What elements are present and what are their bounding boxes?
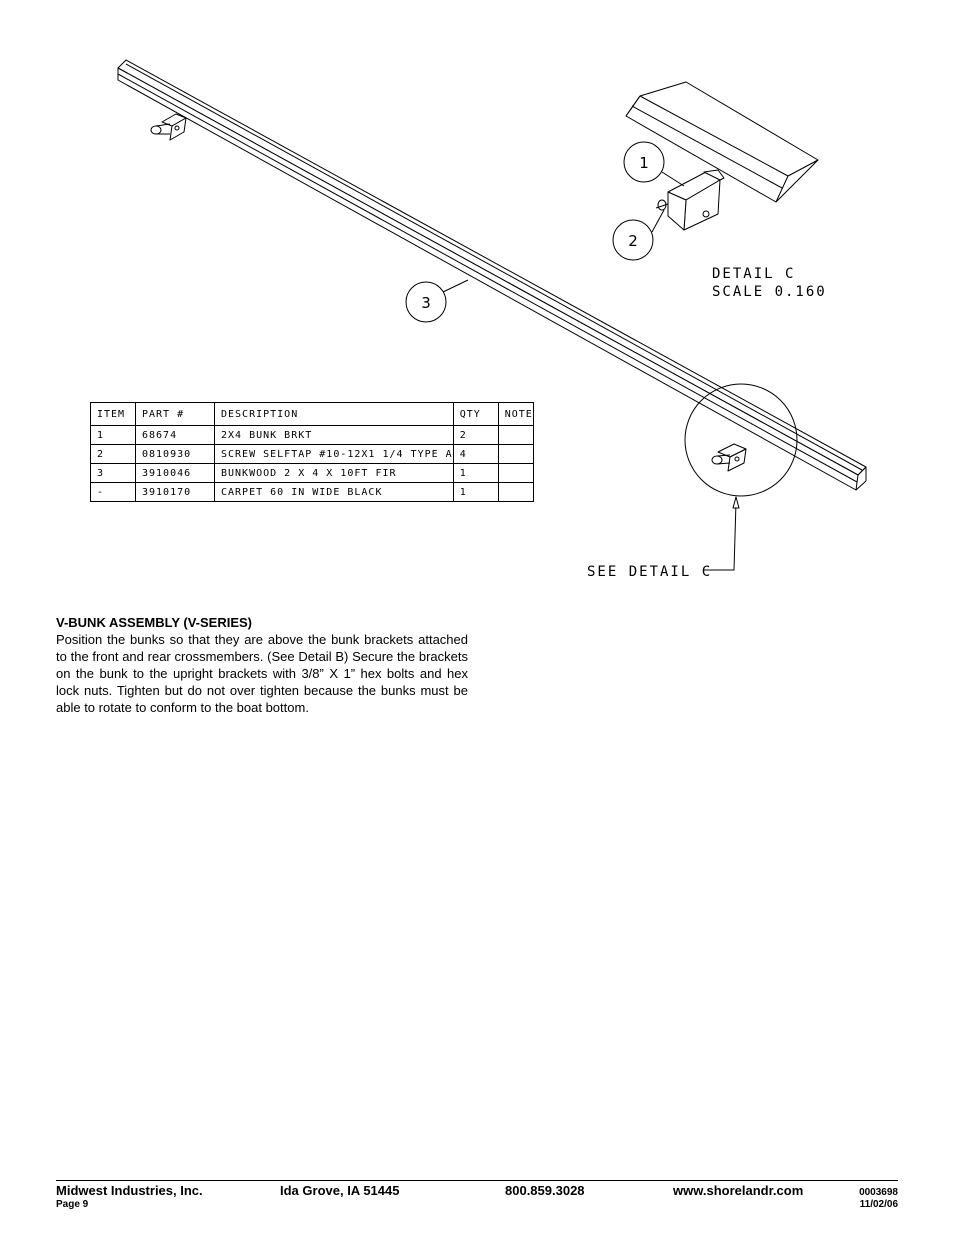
footer-phone: 800.859.3028	[505, 1183, 585, 1198]
cell-item: 3	[91, 464, 136, 483]
cell-note	[498, 426, 533, 445]
cell-qty: 2	[453, 426, 498, 445]
balloon-3-label: 3	[421, 294, 431, 312]
header-description: DESCRIPTION	[215, 403, 454, 426]
balloon-2-label: 2	[628, 232, 638, 250]
cell-description: SCREW SELFTAP #10-12X1 1/4 TYPE A	[215, 445, 454, 464]
bunk-assembly-drawing	[0, 0, 954, 600]
parts-list-table	[90, 402, 534, 502]
table-row	[91, 445, 534, 464]
cell-note	[498, 445, 533, 464]
header-part: PART #	[136, 403, 215, 426]
table-row	[91, 464, 534, 483]
cell-part: 3910170	[136, 483, 215, 502]
header-note: NOTE	[498, 403, 533, 426]
cell-item: 2	[91, 445, 136, 464]
cell-qty: 4	[453, 445, 498, 464]
cell-note	[498, 464, 533, 483]
cell-qty: 1	[453, 483, 498, 502]
balloon-1-label: 1	[639, 154, 649, 172]
see-detail-leader	[704, 497, 739, 570]
cell-description: 2X4 BUNK BRKT	[215, 426, 454, 445]
cell-part: 0810930	[136, 445, 215, 464]
cell-part: 3910046	[136, 464, 215, 483]
scale-label: SCALE 0.160	[712, 284, 827, 300]
footer-divider	[56, 1180, 898, 1181]
table-header-row	[91, 403, 534, 426]
header-qty: QTY	[453, 403, 498, 426]
section-title: V-BUNK ASSEMBLY (V-SERIES)	[56, 615, 253, 630]
table-row	[91, 483, 534, 502]
bunk-bracket-detail-area	[712, 444, 746, 471]
cell-note	[498, 483, 533, 502]
footer-page-number: Page 9	[56, 1199, 89, 1210]
table-row	[91, 426, 534, 445]
detail-label: DETAIL C	[712, 266, 796, 282]
cell-item: 1	[91, 426, 136, 445]
section-body: Position the bunks so that they are above the bunk brackets attached to the front and rear crossmembers. (See Detail B) Secure the brackets on the bunk to the upright brackets with 3/8” X 1” hex bolts and hex lock nuts. Tighten but do not over tighten because the bunks must be able to rotate to conform to the boat bottom.	[56, 632, 468, 715]
footer-address: Ida Grove, IA 51445	[280, 1183, 400, 1198]
footer-date: 11/02/06	[859, 1199, 898, 1210]
detail-c-bracket	[656, 170, 724, 230]
footer-website[interactable]: www.shorelandr.com	[673, 1183, 804, 1198]
cell-description: CARPET 60 IN WIDE BLACK	[215, 483, 454, 502]
footer-doc-number: 0003698	[859, 1187, 898, 1198]
footer-company: Midwest Industries, Inc.	[56, 1183, 203, 1198]
cell-item: -	[91, 483, 136, 502]
assembly-instructions	[56, 614, 468, 716]
detail-c-bunk-section	[626, 82, 818, 202]
cell-qty: 1	[453, 464, 498, 483]
see-detail-label: SEE DETAIL C	[587, 564, 713, 580]
bunk-bracket-left	[151, 114, 186, 140]
header-item: ITEM	[91, 403, 136, 426]
cell-description: BUNKWOOD 2 X 4 X 10FT FIR	[215, 464, 454, 483]
cell-part: 68674	[136, 426, 215, 445]
